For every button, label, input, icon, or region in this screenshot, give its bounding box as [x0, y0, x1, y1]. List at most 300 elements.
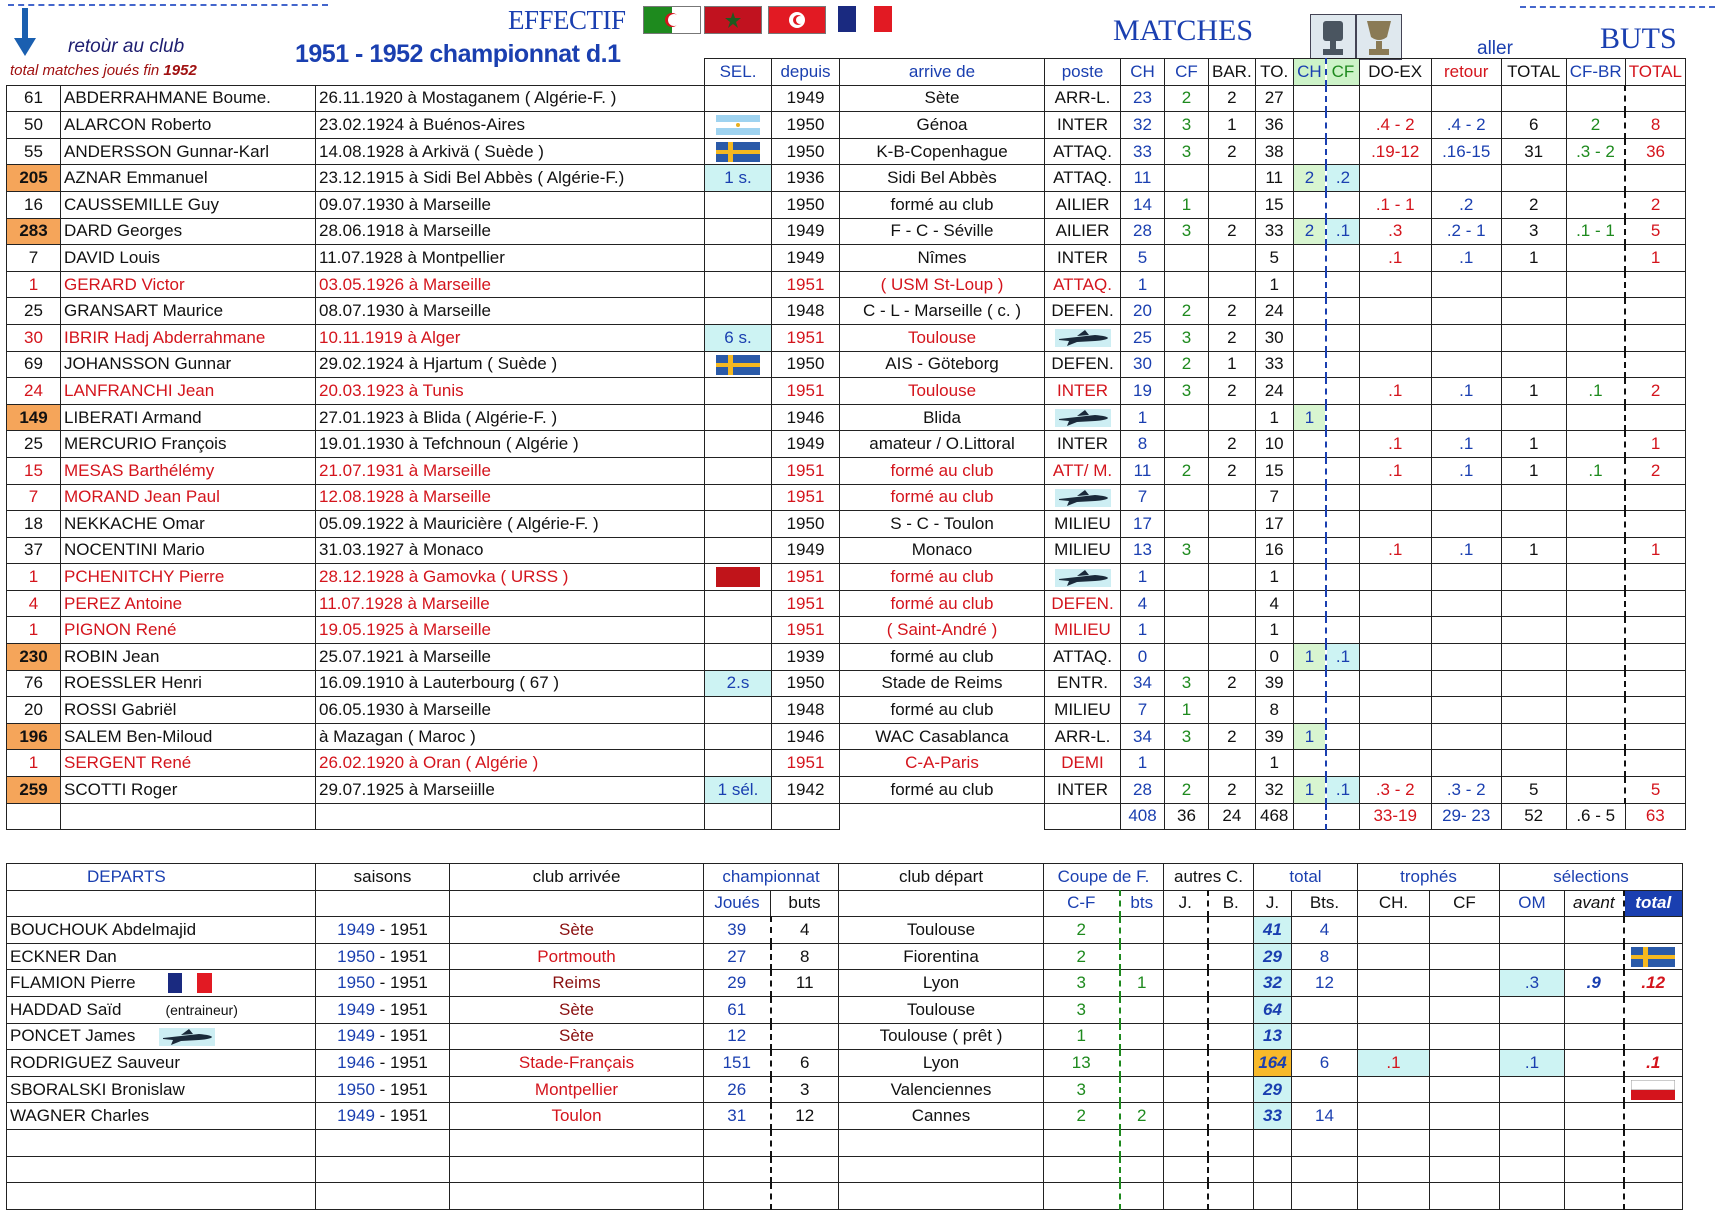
player-total2: 36 [1625, 138, 1685, 165]
departure-other-b [1208, 1103, 1254, 1130]
player-cf [1165, 750, 1209, 777]
player-trophy-cf [1326, 404, 1359, 431]
departure-row [7, 1023, 1683, 1050]
player-bar: 2 [1209, 457, 1256, 484]
player-selections [705, 617, 772, 644]
cup-trophy-icon [1356, 14, 1402, 60]
departure-club-from: Fiorentina [839, 943, 1044, 970]
buts-title: BUTS [1600, 22, 1677, 55]
player-trophy-ch [1293, 324, 1326, 351]
empty-cell [704, 1129, 771, 1156]
empty-cell [771, 1156, 839, 1183]
player-cfbr [1566, 590, 1625, 617]
player-to: 1 [1255, 750, 1293, 777]
player-cf [1165, 165, 1209, 192]
dep-col-departs: DEPARTS [7, 864, 316, 891]
top-right-dashed-line [1520, 6, 1715, 11]
player-doex [1359, 511, 1431, 538]
player-position: INTER [1045, 431, 1121, 458]
empty-cell [1208, 1183, 1254, 1210]
col-ch: CH [1121, 59, 1165, 86]
player-trophy-ch [1293, 271, 1326, 298]
player-trophy-ch [1293, 537, 1326, 564]
departure-trophy-cf [1430, 996, 1500, 1023]
player-selections: 6 s. [705, 324, 772, 351]
player-position [1045, 564, 1121, 591]
player-arrived-from: Sidi Bel Abbès [840, 165, 1045, 192]
player-position: DEFEN. [1045, 298, 1121, 325]
season-start: 1950 [337, 973, 375, 993]
player-row [7, 644, 1686, 671]
player-birth: à Mazagan ( Maroc ) [316, 723, 705, 750]
player-retour [1431, 644, 1501, 671]
player-birth: 28.12.1928 à Gamovka ( URSS ) [316, 564, 705, 591]
player-bar: 2 [1209, 431, 1256, 458]
player-to: 24 [1255, 298, 1293, 325]
empty-cell [704, 1183, 771, 1210]
player-cfbr [1566, 537, 1625, 564]
departure-total-j: 29 [1254, 1076, 1292, 1103]
player-row [7, 298, 1686, 325]
dep-sub-avant: avant [1565, 890, 1624, 917]
empty-departure-row [7, 1156, 1683, 1183]
departure-cf-goals [1120, 917, 1164, 944]
total-total: 52 [1501, 803, 1566, 830]
player-trophy-cf: .1 [1326, 644, 1359, 671]
france-flag-icon [838, 6, 892, 32]
player-trophy-ch: 1 [1293, 404, 1326, 431]
player-bar: 2 [1209, 670, 1256, 697]
departure-other-j [1164, 1023, 1208, 1050]
player-ch: 13 [1121, 537, 1165, 564]
player-birth: 31.03.1927 à Monaco [316, 537, 705, 564]
player-row [7, 404, 1686, 431]
player-retour: .1 [1431, 457, 1501, 484]
departure-trophy-ch [1358, 970, 1430, 997]
player-doex [1359, 723, 1431, 750]
departure-sel-before [1565, 1076, 1624, 1103]
player-total2 [1625, 564, 1685, 591]
total-bar: 24 [1209, 803, 1256, 830]
player-retour [1431, 404, 1501, 431]
col-total: TOTAL [1501, 59, 1566, 86]
departure-other-j [1164, 1050, 1208, 1077]
back-arrow-icon[interactable] [14, 8, 36, 58]
player-since: 1949 [772, 218, 840, 245]
player-cfbr [1566, 750, 1625, 777]
player-cfbr [1566, 191, 1625, 218]
dep-sub-b: B. [1208, 890, 1254, 917]
departure-played: 31 [704, 1103, 771, 1130]
player-cf: 3 [1165, 670, 1209, 697]
departure-name: RODRIGUEZ Sauveur [10, 1052, 181, 1072]
player-to: 24 [1255, 378, 1293, 405]
departure-sel-total [1624, 1076, 1683, 1103]
departure-played: 29 [704, 970, 771, 997]
player-row [7, 138, 1686, 165]
empty-cell [1292, 1156, 1358, 1183]
plane-icon [159, 1028, 215, 1046]
player-name: IBRIR Hadj Abderrahmane [61, 324, 316, 351]
player-birth: 29.02.1924 à Hjartum ( Suède ) [316, 351, 705, 378]
player-trophy-cf [1326, 431, 1359, 458]
player-total [1501, 670, 1566, 697]
player-total2 [1625, 404, 1685, 431]
dep-col-saisons: saisons [316, 864, 450, 891]
empty-cell [450, 1183, 704, 1210]
player-since: 1951 [772, 484, 840, 511]
departure-goals: 3 [771, 1076, 839, 1103]
dep-col-club-arrivee: club arrivée [450, 864, 704, 891]
col-depuis: depuis [772, 59, 840, 86]
player-matches-count: 55 [7, 138, 61, 165]
dep-sub-ch: CH. [1358, 890, 1430, 917]
departure-club-from: Lyon [839, 1050, 1044, 1077]
player-retour [1431, 511, 1501, 538]
player-total [1501, 85, 1566, 112]
player-bar [1209, 271, 1256, 298]
departure-name: SBORALSKI Bronislaw [10, 1079, 185, 1099]
player-trophy-cf [1326, 351, 1359, 378]
player-trophy-ch [1293, 670, 1326, 697]
empty-cell [1358, 1156, 1430, 1183]
departure-name: HADDAD Saïd [10, 999, 122, 1019]
dep-sub-empty-4 [839, 890, 1044, 917]
player-row [7, 271, 1686, 298]
player-cfbr [1566, 777, 1625, 804]
player-cf: 3 [1165, 537, 1209, 564]
player-cfbr [1566, 431, 1625, 458]
player-name: DARD Georges [61, 218, 316, 245]
dep-col-selections: sélections [1500, 864, 1683, 891]
departure-goals [771, 1023, 839, 1050]
player-arrived-from: Sète [840, 85, 1045, 112]
player-arrived-from: F - C - Séville [840, 218, 1045, 245]
player-position: ATT/ M. [1045, 457, 1121, 484]
departure-total-goals [1292, 996, 1358, 1023]
player-ch: 7 [1121, 697, 1165, 724]
player-since: 1950 [772, 112, 840, 139]
departure-name: FLAMION Pierre [10, 972, 136, 992]
algeria-flag-icon [643, 6, 701, 34]
totals-empty-6 [840, 803, 1045, 830]
player-bar [1209, 165, 1256, 192]
player-position: AILIER [1045, 218, 1121, 245]
back-to-club-link[interactable]: retoùr au club [68, 36, 185, 57]
player-bar [1209, 404, 1256, 431]
col-bar: BAR. [1209, 59, 1256, 86]
empty-cell [1292, 1129, 1358, 1156]
player-selections [705, 245, 772, 272]
player-birth: 10.11.1919 à Alger [316, 324, 705, 351]
player-total2: 5 [1625, 218, 1685, 245]
player-total2: 2 [1625, 191, 1685, 218]
departure-row [7, 943, 1683, 970]
dep-col-total: total [1254, 864, 1358, 891]
morocco-flag-icon [704, 6, 762, 34]
departure-cf: 3 [1044, 970, 1120, 997]
player-name: GRANSART Maurice [61, 298, 316, 325]
player-arrived-from: formé au club [840, 644, 1045, 671]
season-start: 1950 [337, 1079, 375, 1099]
departure-trophy-cf [1430, 970, 1500, 997]
player-since: 1950 [772, 670, 840, 697]
player-to: 15 [1255, 191, 1293, 218]
departure-goals: 6 [771, 1050, 839, 1077]
season-start: 1946 [337, 1052, 375, 1072]
player-birth: 16.09.1910 à Lauterbourg ( 67 ) [316, 670, 705, 697]
player-total [1501, 564, 1566, 591]
player-doex [1359, 85, 1431, 112]
dep-sub-empty-2 [316, 890, 450, 917]
player-cfbr [1566, 511, 1625, 538]
player-ch: 32 [1121, 112, 1165, 139]
player-ch: 0 [1121, 644, 1165, 671]
player-bar [1209, 245, 1256, 272]
player-ch: 1 [1121, 750, 1165, 777]
player-bar: 2 [1209, 85, 1256, 112]
player-bar: 2 [1209, 378, 1256, 405]
player-total [1501, 723, 1566, 750]
departure-club-arrival: Toulon [450, 1103, 704, 1130]
player-selections: 1 s. [705, 165, 772, 192]
departure-other-b [1208, 917, 1254, 944]
departure-sel-total [1624, 943, 1683, 970]
player-cf [1165, 404, 1209, 431]
player-cf [1165, 484, 1209, 511]
empty-cell [1208, 1129, 1254, 1156]
player-bar: 2 [1209, 723, 1256, 750]
player-birth: 28.06.1918 à Marseille [316, 218, 705, 245]
player-matches-count: 283 [7, 218, 61, 245]
departure-cf-goals: 2 [1120, 1103, 1164, 1130]
col-to: TO. [1255, 59, 1293, 86]
player-since: 1951 [772, 750, 840, 777]
player-doex: .1 [1359, 245, 1431, 272]
player-trophy-ch [1293, 191, 1326, 218]
player-trophy-ch [1293, 484, 1326, 511]
player-since: 1951 [772, 378, 840, 405]
dep-sub-cf: C-F [1044, 890, 1120, 917]
totals-empty-9 [1326, 803, 1359, 830]
player-arrived-from: ( USM St-Loup ) [840, 271, 1045, 298]
departure-player [7, 1050, 316, 1077]
season-start: 1949 [337, 1026, 375, 1046]
empty-cell [1430, 1129, 1500, 1156]
empty-cell [1120, 1183, 1164, 1210]
dep-sub-om: OM [1500, 890, 1565, 917]
empty-cell [1624, 1183, 1683, 1210]
player-doex: .1 [1359, 378, 1431, 405]
empty-cell [1565, 1183, 1624, 1210]
player-trophy-ch [1293, 245, 1326, 272]
player-cfbr: .1 [1566, 457, 1625, 484]
totals-empty-5 [772, 803, 840, 830]
totals-empty-2 [61, 803, 316, 830]
player-bar: 2 [1209, 298, 1256, 325]
departure-other-j [1164, 943, 1208, 970]
player-matches-count: 25 [7, 431, 61, 458]
header-empty-2 [61, 59, 316, 86]
empty-cell [771, 1183, 839, 1210]
departure-total-j: 32 [1254, 970, 1292, 997]
player-cf: 3 [1165, 112, 1209, 139]
player-birth: 26.11.1920 à Mostaganem ( Algérie-F. ) [316, 85, 705, 112]
player-row [7, 511, 1686, 538]
departure-goals: 8 [771, 943, 839, 970]
player-total2 [1625, 271, 1685, 298]
player-row [7, 564, 1686, 591]
player-total: 3 [1501, 218, 1566, 245]
player-ch: 1 [1121, 564, 1165, 591]
departure-total-goals: 6 [1292, 1050, 1358, 1077]
player-cfbr [1566, 484, 1625, 511]
player-since: 1949 [772, 537, 840, 564]
player-cf: 2 [1165, 351, 1209, 378]
player-ch: 34 [1121, 723, 1165, 750]
player-name: MESAS Barthélémy [61, 457, 316, 484]
player-since: 1950 [772, 138, 840, 165]
nationality-flag-icon [716, 142, 760, 162]
player-ch: 19 [1121, 378, 1165, 405]
departure-cf-goals: 1 [1120, 970, 1164, 997]
empty-cell [1500, 1183, 1565, 1210]
player-matches-count: 76 [7, 670, 61, 697]
player-name: SERGENT René [61, 750, 316, 777]
departures-table [6, 863, 1683, 1210]
player-trophy-ch [1293, 138, 1326, 165]
matches-title: MATCHES [1113, 14, 1254, 47]
departure-name: WAGNER Charles [10, 1106, 150, 1126]
departure-total-j: 29 [1254, 943, 1292, 970]
departure-played: 151 [704, 1050, 771, 1077]
departure-seasons [316, 943, 450, 970]
player-to: 32 [1255, 777, 1293, 804]
nationality-flag-icon [716, 355, 760, 375]
player-trophy-cf [1326, 537, 1359, 564]
empty-cell [1254, 1156, 1292, 1183]
player-trophy-cf [1326, 271, 1359, 298]
player-doex [1359, 750, 1431, 777]
player-cf: 3 [1165, 723, 1209, 750]
player-total2 [1625, 298, 1685, 325]
departure-sel-om [1500, 1076, 1565, 1103]
player-selections [705, 484, 772, 511]
player-trophy-cf [1326, 511, 1359, 538]
player-doex: .1 [1359, 431, 1431, 458]
departure-other-j [1164, 970, 1208, 997]
departure-other-j [1164, 1076, 1208, 1103]
player-doex [1359, 271, 1431, 298]
player-cfbr [1566, 324, 1625, 351]
totals-empty-8 [1293, 803, 1326, 830]
player-bar [1209, 537, 1256, 564]
player-name: ABDERRAHMANE Boume. [61, 85, 316, 112]
player-cfbr [1566, 670, 1625, 697]
player-selections [705, 431, 772, 458]
departure-played: 12 [704, 1023, 771, 1050]
player-retour [1431, 617, 1501, 644]
season-start: 1949 [337, 1106, 375, 1126]
empty-cell [316, 1129, 450, 1156]
player-name: LIBERATI Armand [61, 404, 316, 431]
player-total2: 1 [1625, 245, 1685, 272]
player-doex [1359, 670, 1431, 697]
departure-row [7, 917, 1683, 944]
player-matches-count: 37 [7, 537, 61, 564]
player-trophy-cf [1326, 723, 1359, 750]
empty-cell [839, 1129, 1044, 1156]
player-trophy-ch [1293, 457, 1326, 484]
empty-cell [450, 1129, 704, 1156]
departure-seasons [316, 1050, 450, 1077]
player-birth: 05.09.1922 à Mauricière ( Algérie-F. ) [316, 511, 705, 538]
player-cf [1165, 511, 1209, 538]
departure-total-j: 41 [1254, 917, 1292, 944]
departure-trophy-ch [1358, 1023, 1430, 1050]
departure-club-arrival: Reims [450, 970, 704, 997]
departure-total-goals [1292, 1023, 1358, 1050]
departure-cf-goals [1120, 1050, 1164, 1077]
departure-other-j [1164, 1103, 1208, 1130]
departure-trophy-ch [1358, 1103, 1430, 1130]
player-trophy-cf [1326, 697, 1359, 724]
player-row [7, 191, 1686, 218]
col-arrive: arrive de [840, 59, 1045, 86]
departure-trophy-ch [1358, 917, 1430, 944]
player-matches-count: 205 [7, 165, 61, 192]
player-total [1501, 298, 1566, 325]
france-flag-icon [168, 973, 212, 993]
player-ch: 4 [1121, 590, 1165, 617]
season-end: - 1951 [374, 1026, 428, 1046]
col-poste: poste [1045, 59, 1121, 86]
poland-flag-icon [1631, 1080, 1675, 1100]
player-ch: 30 [1121, 351, 1165, 378]
player-trophy-cf: .1 [1326, 218, 1359, 245]
player-selections [705, 697, 772, 724]
player-position: MILIEU [1045, 697, 1121, 724]
player-trophy-cf [1326, 484, 1359, 511]
dep-col-autres: autres C. [1164, 864, 1254, 891]
player-cf [1165, 644, 1209, 671]
player-bar [1209, 750, 1256, 777]
departure-played: 27 [704, 943, 771, 970]
player-selections [705, 298, 772, 325]
player-birth: 11.07.1928 à Montpellier [316, 245, 705, 272]
player-birth: 03.05.1926 à Marseille [316, 271, 705, 298]
departure-trophy-cf [1430, 1050, 1500, 1077]
player-to: 33 [1255, 351, 1293, 378]
player-bar: 1 [1209, 112, 1256, 139]
departure-club-arrival: Stade-Français [450, 1050, 704, 1077]
player-arrived-from: K-B-Copenhague [840, 138, 1045, 165]
player-position: AILIER [1045, 191, 1121, 218]
player-matches-count: 1 [7, 564, 61, 591]
departure-total-j: 164 [1254, 1050, 1292, 1077]
player-retour [1431, 351, 1501, 378]
player-position: ATTAQ. [1045, 271, 1121, 298]
player-retour [1431, 750, 1501, 777]
player-birth: 09.07.1930 à Marseille [316, 191, 705, 218]
player-birth: 19.01.1930 à Tefchnoun ( Algérie ) [316, 431, 705, 458]
departure-total-goals: 4 [1292, 917, 1358, 944]
player-doex [1359, 484, 1431, 511]
player-bar [1209, 484, 1256, 511]
departure-trophy-cf [1430, 1076, 1500, 1103]
player-total2 [1625, 165, 1685, 192]
total-ch: 408 [1121, 803, 1165, 830]
